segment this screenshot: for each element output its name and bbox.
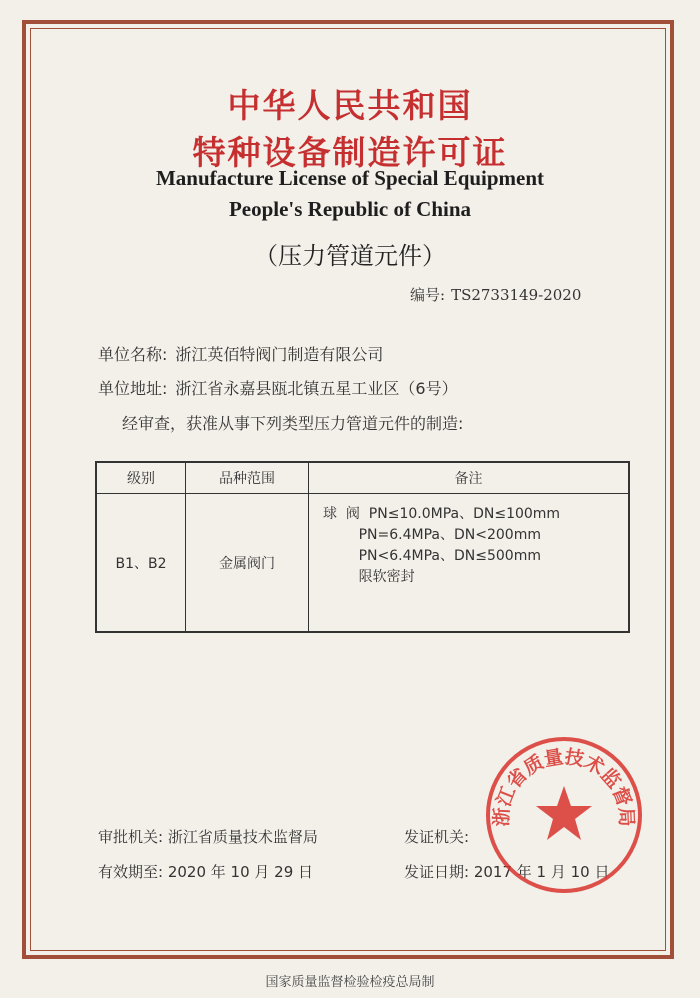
remark-line: PN<6.4MPa、DN≤500mm: [323, 548, 541, 564]
footer-issuer: 国家质量监督检验检疫总局制: [265, 975, 435, 990]
scope-cell: 金属阀门: [186, 494, 309, 633]
remarks-cell: [309, 494, 630, 633]
approval-authority-label: 审批机关:: [98, 828, 164, 846]
unit-address-row: [98, 376, 458, 399]
validity-row: [98, 861, 313, 882]
remark-line: PN=6.4MPa、DN<200mm: [323, 527, 541, 543]
approval-authority-value: 浙江省质量技术监督局: [167, 828, 318, 846]
title-en-line1: Manufacture License of Special Equipment: [155, 166, 545, 190]
issuer-row: [404, 826, 469, 847]
level-cell: B1、B2: [96, 494, 186, 633]
validity-value: 2020 年 10 月 29 日: [167, 863, 314, 881]
category-subtitle: （压力管道元件）: [254, 242, 446, 270]
remark-line: 球 阀 PN≤10.0MPa、DN≤100mm: [323, 506, 561, 522]
certificate-number: [410, 284, 587, 305]
seal-text: 浙江省质量技术监督局: [490, 745, 638, 827]
certificate-number-value: TS2733149-2020: [451, 286, 582, 304]
issue-date-value: 2017 年 1 月 10 日: [473, 863, 610, 881]
remark-line: 限软密封: [323, 569, 415, 585]
table-header-row: [96, 462, 629, 494]
issuer-label: 发证机关:: [404, 828, 470, 846]
title-cn-line2: 特种设备制造许可证: [192, 133, 508, 172]
unit-name-row: [98, 342, 383, 365]
header-remarks: 备注: [309, 462, 630, 494]
star-icon: [536, 786, 592, 840]
unit-address-value: 浙江省永嘉县瓯北镇五星工业区（6号）: [175, 379, 458, 398]
header-level: 级别: [96, 462, 186, 494]
issue-date-label: 发证日期:: [404, 863, 470, 881]
license-scope-table: [95, 461, 630, 633]
header-scope: 品种范围: [186, 462, 309, 494]
certificate-number-label: 编号:: [410, 286, 446, 304]
validity-label: 有效期至:: [98, 863, 164, 881]
approval-text: 经审查，获准从事下列类型压力管道元件的制造:: [122, 414, 464, 433]
unit-name-value: 浙江英佰特阀门制造有限公司: [175, 345, 384, 364]
unit-name-label: 单位名称:: [98, 345, 168, 364]
unit-address-label: 单位地址:: [98, 379, 168, 398]
title-cn-line1: 中华人民共和国: [227, 86, 473, 125]
table-row: [96, 494, 629, 633]
official-seal: [483, 734, 645, 896]
title-en-line2: People's Republic of China: [228, 197, 472, 221]
approval-authority-row: [98, 826, 318, 847]
